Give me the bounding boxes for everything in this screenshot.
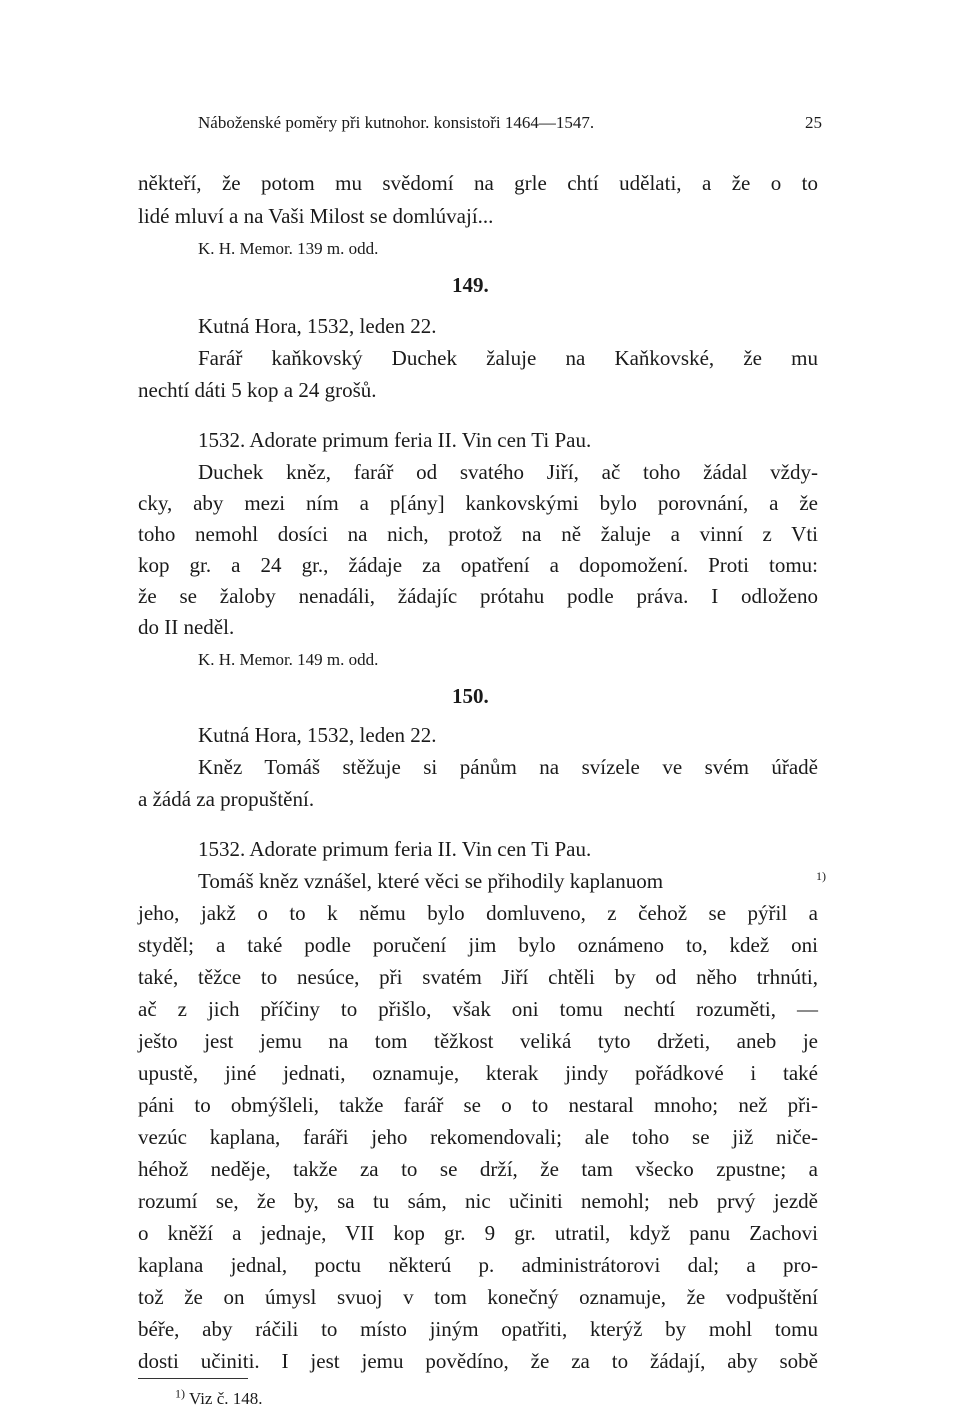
summary-line: a žádá za propuštění. bbox=[138, 787, 315, 811]
body-line: upustě, jiné jednati, oznamuje, kterak jindy pořádkové i také bbox=[138, 1061, 818, 1085]
summary-line: nechtí dáti 5 kop a 24 grošů. bbox=[138, 378, 377, 402]
body-line: styděl; a také podle poručení jim bylo oznámeno to, kdež oni bbox=[138, 933, 818, 957]
source-reference: K. H. Memor. 139 m. odd. bbox=[198, 239, 379, 258]
document-number: 150. bbox=[452, 684, 489, 708]
body-line: že se žaloby nenadáli, žádajíc prótahu podle práva. I odloženo bbox=[138, 584, 818, 608]
source-reference: K. H. Memor. 149 m. odd. bbox=[198, 650, 379, 669]
body-line-text: Tomáš kněz vznášel, které věci se přihodily kaplanuom bbox=[198, 869, 664, 893]
body-line: kop gr. a 24 gr., žádaje za opatření a dopomožení. Proti tomu: bbox=[138, 553, 818, 577]
body-line: do II neděl. bbox=[138, 615, 235, 639]
running-head-title: Náboženské poměry při kutnohor. konsistoři 1464—1547. bbox=[198, 113, 595, 132]
body-line: tož že on úmysl svuoj v tom konečný oznamuje, že vodpuštění bbox=[138, 1285, 818, 1309]
footnote-text: Viz č. 148. bbox=[188, 1389, 263, 1408]
body-line: rozumí se, že by, sa tu sám, nic učiniti nemohl; neb prvý jezdě bbox=[138, 1189, 818, 1213]
body-line: kaplana jednal, poctu některú p. administrátorovi dal; a pro- bbox=[138, 1253, 818, 1277]
body-line: vezúc kaplana, faráři jeho rekomendovali; ale toho se již niče- bbox=[138, 1125, 818, 1149]
text-line: lidé mluví a na Vaši Milost se domlúvají... bbox=[138, 204, 494, 228]
place-date: Kutná Hora, 1532, leden 22. bbox=[198, 314, 437, 338]
dating-line: 1532. Adorate primum feria II. Vin cen Ti Pau. bbox=[198, 837, 592, 861]
text-line: někteří, že potom mu svědomí na grle chtí udělati, a že o to bbox=[138, 171, 818, 195]
document-number: 149. bbox=[452, 273, 489, 297]
body-line: Tomáš kněz vznášel, které věci se přihodily kaplanuom 1) bbox=[198, 869, 826, 893]
footnote-marker: 1) bbox=[175, 1386, 185, 1401]
body-line: také, těžce to nesúce, při svatém Jiří chtěli by od něho trhnúti, bbox=[138, 965, 818, 989]
body-line: béře, aby ráčili to místo jiným opatřiti, kterýž by mohl tomu bbox=[138, 1317, 818, 1341]
body-line: páni to obmýšleli, takže farář se o to nestaral mnoho; než při- bbox=[138, 1093, 818, 1117]
body-line: toho nemohl dosíci na nich, protož na ně žaluje a vinní z Vti bbox=[138, 522, 818, 546]
body-line: cky, aby mezi ním a p[ány] kankovskými bylo porovnání, a že bbox=[138, 491, 818, 515]
summary-line: Farář kaňkovský Duchek žaluje na Kaňkovské, že mu bbox=[198, 346, 818, 370]
footnote-rule bbox=[138, 1378, 248, 1379]
body-line: Duchek kněz, farář od svatého Jiří, ač toho žádal vždy- bbox=[198, 460, 818, 484]
footnote bbox=[175, 1386, 263, 1412]
page-number: 25 bbox=[805, 113, 822, 132]
body-line: héhož neděje, takže za to se drží, že tam všecko zpustne; a bbox=[138, 1157, 818, 1181]
body-line: o kněží a jednaje, VII kop gr. 9 gr. utratil, když panu Zachovi bbox=[138, 1221, 818, 1245]
summary-line: Kněz Tomáš stěžuje si pánům na svízele ve svém úřadě bbox=[198, 755, 818, 779]
body-line: dosti učiniti. I jest jemu povědíno, že za to žádají, aby sobě bbox=[138, 1349, 818, 1373]
place-date: Kutná Hora, 1532, leden 22. bbox=[198, 723, 437, 747]
body-line: jeho, jakž o to k němu bylo domluveno, z čehož se pýřil a bbox=[138, 901, 818, 925]
body-line: ač z jich příčiny to přišlo, však oni tomu nechtí rozuměti, — bbox=[138, 997, 818, 1021]
body-line: ješto jest jemu na tom těžkost veliká tyto držeti, aneb je bbox=[138, 1029, 818, 1053]
dating-line: 1532. Adorate primum feria II. Vin cen Ti Pau. bbox=[198, 428, 592, 452]
